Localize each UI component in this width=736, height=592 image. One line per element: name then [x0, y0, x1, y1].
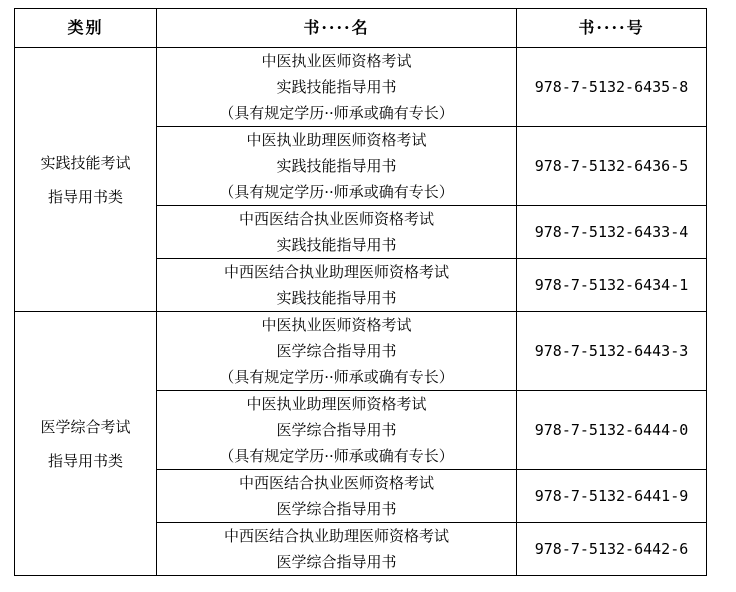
book-name-line: 中西医结合执业助理医师资格考试: [223, 263, 449, 281]
book-name-line: 实践技能指导用书: [276, 236, 397, 254]
isbn-cell: 978-7-5132-6435-8: [517, 48, 707, 127]
header-isbn: 书····号: [517, 9, 707, 48]
book-name-line: 中西医结合执业医师资格考试: [238, 474, 434, 492]
book-name-cell: [157, 523, 517, 576]
book-name-line: 医学综合指导用书: [276, 553, 397, 571]
book-name-line: 实践技能指导用书: [276, 78, 397, 96]
book-name-cell: [157, 470, 517, 523]
isbn-cell: 978-7-5132-6436-5: [517, 127, 707, 206]
book-name-line: 医学综合指导用书: [276, 421, 397, 439]
category-label-line: 指导用书类: [47, 451, 123, 470]
category-label-line: 指导用书类: [47, 187, 123, 206]
book-name-line: （具有规定学历··师承或确有专长）: [219, 183, 454, 201]
isbn-cell: 978-7-5132-6444-0: [517, 391, 707, 470]
header-book-name: 书····名: [157, 9, 517, 48]
isbn-cell: 978-7-5132-6441-9: [517, 470, 707, 523]
book-name-cell: [157, 391, 517, 470]
book-name-line: 中医执业医师资格考试: [261, 52, 412, 70]
isbn-cell: 978-7-5132-6443-3: [517, 312, 707, 391]
book-name-line: 中西医结合执业医师资格考试: [238, 210, 434, 228]
table-row: [15, 48, 707, 127]
book-name-line: 医学综合指导用书: [276, 500, 397, 518]
book-name-cell: [157, 206, 517, 259]
category-label-line: 实践技能考试: [40, 153, 131, 172]
isbn-cell: 978-7-5132-6434-1: [517, 259, 707, 312]
book-name-line: 实践技能指导用书: [276, 289, 397, 307]
book-name-line: 中医执业助理医师资格考试: [246, 395, 427, 413]
table-header-row: [15, 9, 707, 48]
category-label-line: 医学综合考试: [40, 417, 131, 436]
book-name-line: 中医执业医师资格考试: [261, 316, 412, 334]
book-name-line: 医学综合指导用书: [276, 342, 397, 360]
category-cell: [15, 312, 157, 576]
book-name-cell: [157, 127, 517, 206]
book-name-line: 中西医结合执业助理医师资格考试: [223, 527, 449, 545]
isbn-cell: 978-7-5132-6433-4: [517, 206, 707, 259]
book-name-line: （具有规定学历··师承或确有专长）: [219, 104, 454, 122]
table-row: [15, 312, 707, 391]
book-list-table: [14, 8, 707, 576]
book-name-cell: [157, 48, 517, 127]
table-body: [15, 48, 707, 576]
book-name-cell: [157, 259, 517, 312]
header-category: 类别: [15, 9, 157, 48]
book-name-cell: [157, 312, 517, 391]
isbn-cell: 978-7-5132-6442-6: [517, 523, 707, 576]
book-name-line: （具有规定学历··师承或确有专长）: [219, 368, 454, 386]
book-name-line: 实践技能指导用书: [276, 157, 397, 175]
category-cell: [15, 48, 157, 312]
book-name-line: 中医执业助理医师资格考试: [246, 131, 427, 149]
book-name-line: （具有规定学历··师承或确有专长）: [219, 447, 454, 465]
